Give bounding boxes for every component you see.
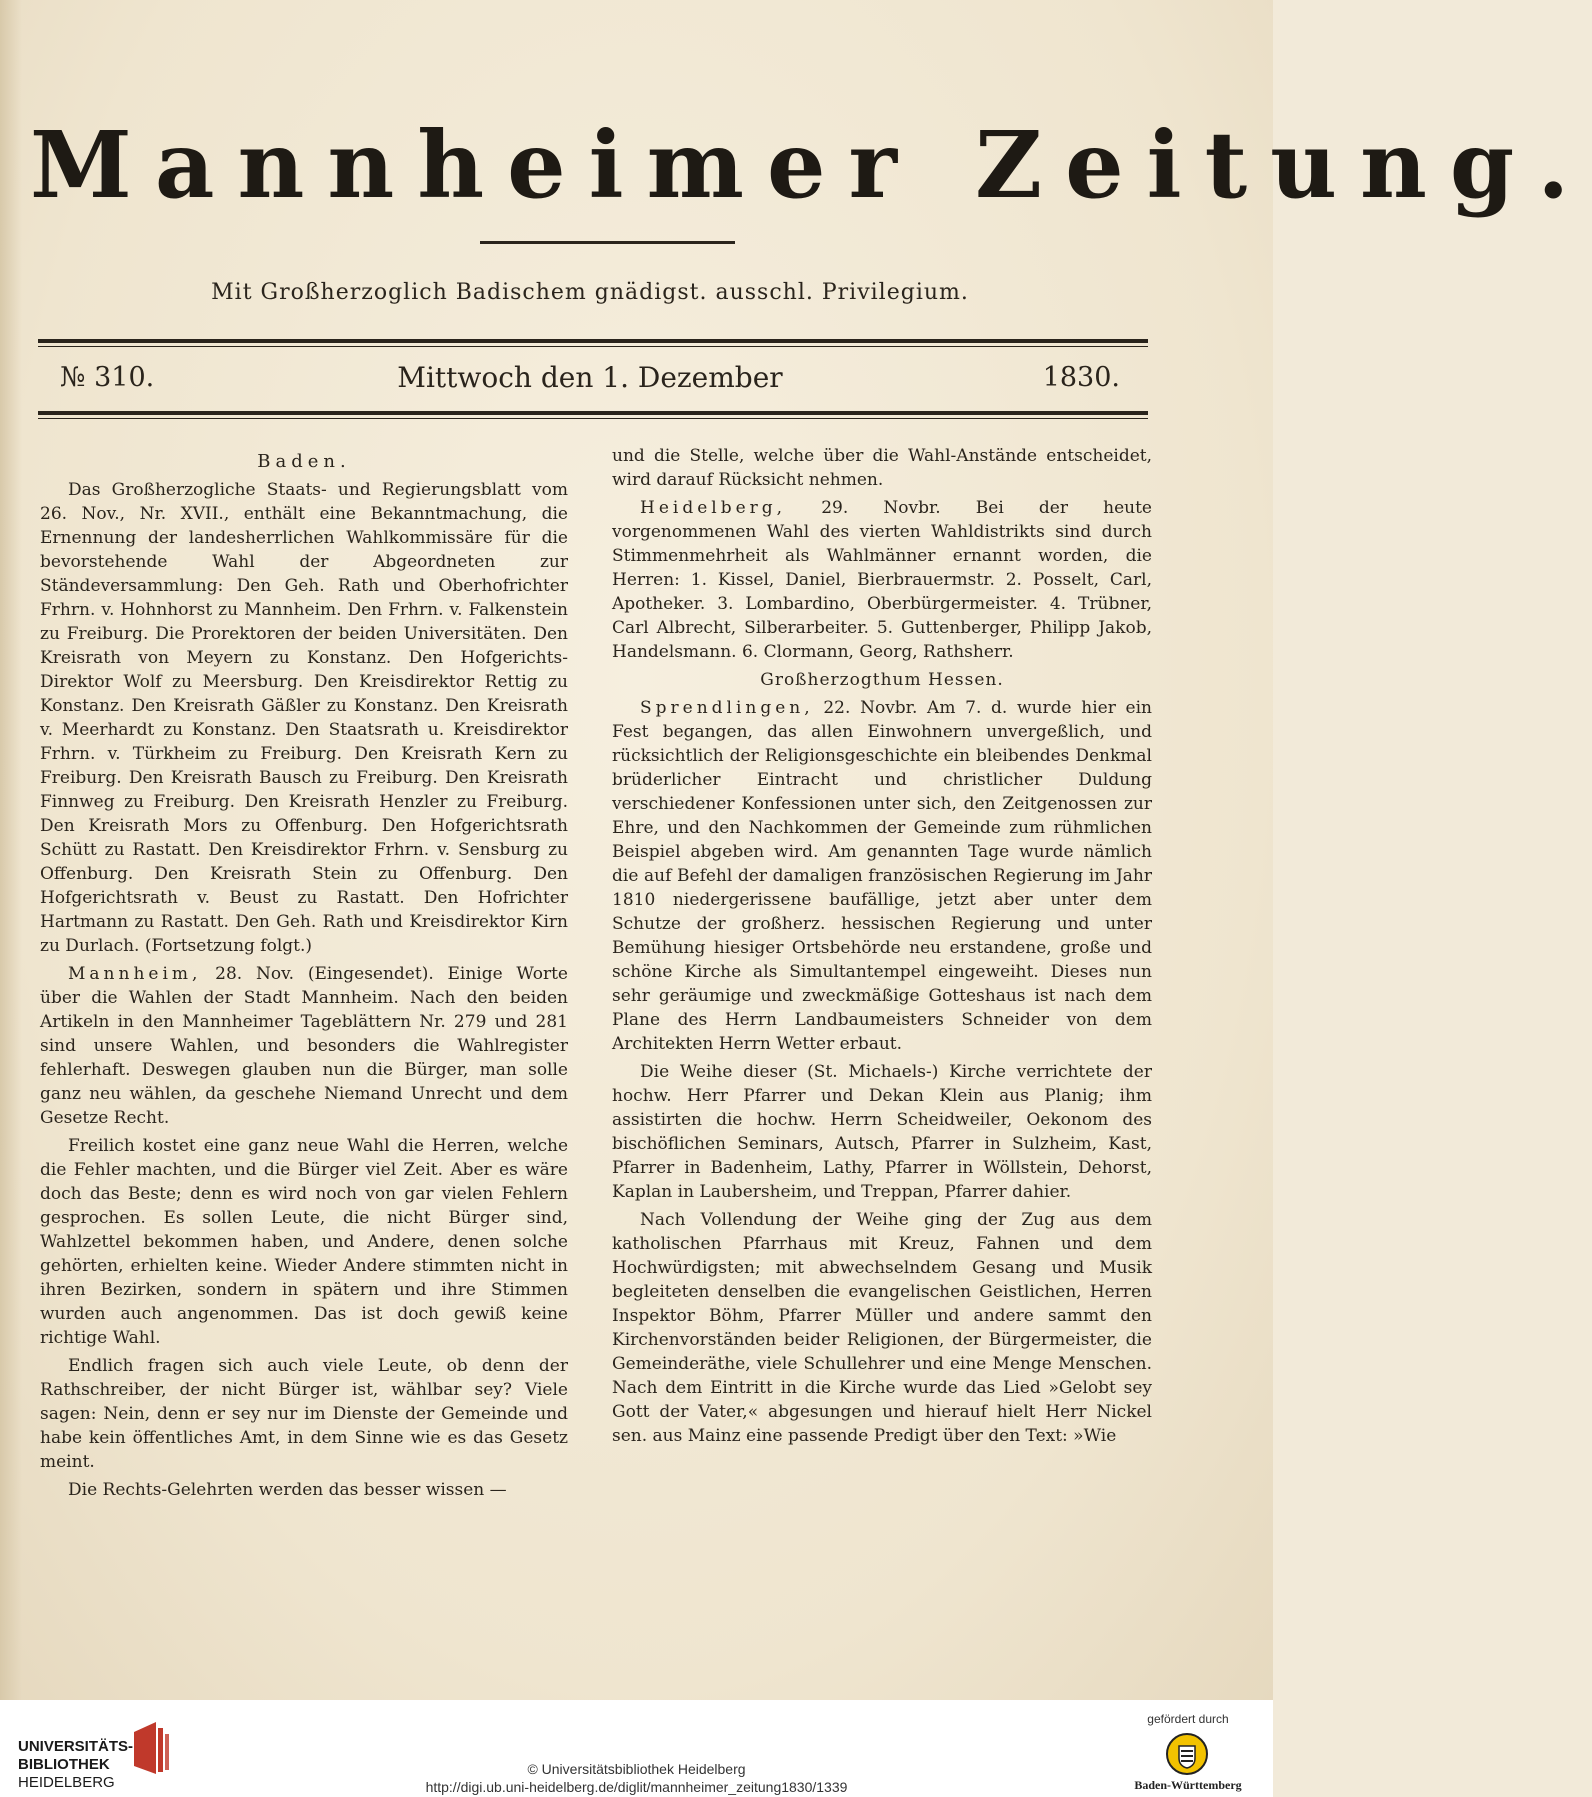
article-paragraph: Freilich kostet eine ganz neue Wahl die Herren, welche die Fehler machten, und die Bürger viel Zeit. Aber es wäre doch das Beste; denn es wird noch von gar vielen Fehlern gesprochen. Es sollen Leute, die nicht Bürger sind, Wahlzettel bekommen haben, und Andere, denen solche gehörten, erhielten keine. Wieder Andere stimmten nicht in ihren Bezirken, sondern in spätern und ihre Stimmen wurden auch angenommen. Das ist doch gewiß keine richtige Wahl.	[40, 1136, 568, 1348]
issue-rule-top	[38, 339, 1148, 343]
issue-line	[60, 355, 1120, 401]
article-paragraph	[40, 962, 568, 1130]
article-paragraph	[612, 696, 1152, 1056]
permalink[interactable]: http://digi.ub.uni-heidelberg.de/diglit/mannheimer_zeitung1830/1339	[425, 1779, 848, 1795]
masthead-rule	[480, 241, 735, 244]
article-text: 22. Novbr. Am 7. d. wurde hier ein Fest begangen, das allen Einwohnern unvergeßlich, und rücksichtlich der Religionsgeschichte ein bleibendes Denkmal brüderlicher Eintracht und christlicher Duldung verschiedener Konfessionen unter sich, den Zeitgenossen zur Ehre, und den Nachkommen der Gemeinde zum rühmlichen Beispiel abgeben wird. Am genannten Tage wurde nämlich die auf Befehl der damaligen französischen Regierung im Jahr 1810 niedergerissene baufällige, jetzt aber unter dem Schutze der großherz. hessischen Regierung und unter Bemühung hiesiger Ortsbehörde neu erstandene, große und schöne Kirche als Simultantempel eingeweiht. Dieses nun sehr geräumige und zweckmäßige Gotteshaus ist nach dem Plane des Herrn Landbaumeisters Schneider von dem Architekten Herrn Wetter erbaut.	[612, 698, 1152, 1054]
issue-year: 1830.	[1042, 362, 1120, 393]
article-paragraph: und die Stelle, welche über die Wahl-Anstände entscheidet, wird darauf Rücksicht nehmen.	[612, 446, 1152, 490]
funding-label: gefördert durch	[1147, 1712, 1229, 1726]
masthead-subtitle: Mit Großherzoglich Badischem gnädigst. ausschl. Privilegium.	[211, 280, 969, 305]
page-edge-shadow	[0, 0, 22, 1700]
article-paragraph: Die Rechts-Gelehrten werden das besser wissen —	[68, 1480, 507, 1500]
dateline-place: Sprendlingen,	[640, 698, 814, 718]
left-column	[40, 450, 568, 1530]
masthead-title: Mannheimer Zeitung.	[30, 111, 1592, 219]
issue-number: № 310.	[60, 362, 155, 393]
article-paragraph: Die Weihe dieser (St. Michaels-) Kirche verrichtete der hochw. Herr Pfarrer und Dekan Klein aus Planig; ihm assistirten die hochw. Herrn Scheidweiler, Oekonom des bischöflichen Seminars, Autsch, Pfarrer in Sulzheim, Kast, Pfarrer in Badenheim, Lathy, Pfarrer in Wöllstein, Dehorst, Kaplan in Laubersheim, und Treppan, Pfarrer dahier.	[612, 1062, 1152, 1202]
article-paragraph	[612, 496, 1152, 664]
issue-rule-top-thin	[38, 346, 1148, 347]
dateline-place: Heidelberg,	[640, 498, 787, 518]
issue-rule-bottom-thin	[38, 418, 1148, 419]
article-paragraph: Nach Vollendung der Weihe ging der Zug aus dem katholischen Pfarrhaus mit Kreuz, Fahnen und dem Hochwürdigsten; mit abwechselndem Gesang und Musik begleiteten denselben die evangelischen Geistlichen, Herren Inspektor Böhm, Pfarrer Müller und andere sammt den Kirchenvorständen beider Religionen, der Bürgermeister, die Gemeinderäthe, viele Schullehrer und eine Menge Menschen. Nach dem Eintritt in die Kirche wurde das Lied »Gelobt sey Gott der Vater,« abgesungen und hierauf hielt Herr Nickel sen. aus Mainz eine passende Predigt über den Text: »Wie	[612, 1210, 1152, 1446]
copyright-text: © Universitätsbibliothek Heidelberg	[527, 1761, 746, 1777]
article-paragraph: Endlich fragen sich auch viele Leute, ob denn der Rathschreiber, der nicht Bürger ist, wählbar sey? Viele sagen: Nein, denn er sey nur im Dienste der Gemeinde und habe kein öffentliches Amt, in dem Sinne wie es das Gesetz meint.	[40, 1356, 568, 1472]
article-text: 28. Nov. (Eingesendet). Einige Worte über die Wahlen der Stadt Mannheim. Nach den beiden Artikeln in den Mannheimer Tageblättern Nr. 279 und 281 sind unsere Wahlen, und besonders die Wahlregister fehlerhaft. Deswegen glauben nun die Bürger, man solle ganz neu wählen, da geschehe Niemand Unrecht und dem Gesetze Recht.	[40, 964, 568, 1128]
article-paragraph: Das Großherzogliche Staats- und Regierungsblatt vom 26. Nov., Nr. XVII., enthält eine Bekanntmachung, die Ernennung der landesherrlichen Wahlkommissäre für die bevorstehende Wahl der Abgeordneten zur Ständeversammlung: Den Geh. Rath und Oberhofrichter Frhrn. v. Hohnhorst zu Mannheim. Den Frhrn. v. Falkenstein zu Freiburg. Die Prorektoren der beiden Universitäten. Den Kreisrath von Meyern zu Konstanz. Den Hofgerichts-Direktor Wolf zu Meersburg. Den Kreisdirektor Rettig zu Konstanz. Den Kreisrath Gäßler zu Konstanz. Den Kreisrath v. Meerhardt zu Konstanz. Den Staatsrath u. Kreisdirektor Frhrn. v. Türkheim zu Freiburg. Den Kreisrath Kern zu Freiburg. Den Kreisrath Bausch zu Freiburg. Den Kreisrath Finnweg zu Freiburg. Den Kreisrath Henzler zu Freiburg. Den Kreisrath Mors zu Offenburg. Den Hofgerichtsrath Schütt zu Rastatt. Den Kreisdirektor Frhrn. v. Sensburg zu Offenburg. Den Kreisrath Stein zu Offenburg. Den Hofgerichtsrath v. Beust zu Rastatt. Den Hofrichter Hartmann zu Rastatt. Den Geh. Rath und Kreisdirektor Kirn zu Durlach. (Fortsetzung folgt.)	[40, 480, 568, 956]
section-heading-baden: Baden.	[257, 451, 351, 472]
library-name: UNIVERSITÄTS- BIBLIOTHEK HEIDELBERG	[18, 1738, 134, 1791]
issue-date: Mittwoch den 1. Dezember	[397, 361, 783, 394]
right-column	[612, 444, 1152, 1524]
dateline-place: Mannheim,	[68, 964, 202, 984]
digitization-footer	[0, 1700, 1273, 1797]
section-heading-hessen: Großherzogthum Hessen.	[760, 670, 1004, 690]
issue-rule-bottom	[38, 411, 1148, 415]
article-text: 29. Novbr. Bei der heute vorgenommenen Wahl des vierten Wahldistrikts sind durch Stimmenmehrheit als Wahlmänner ernannt worden, die Herren: 1. Kissel, Daniel, Bierbrauermstr. 2. Posselt, Carl, Apotheker. 3. Lombardino, Oberbürgermeister. 4. Trübner, Carl Albrecht, Silberarbeiter. 5. Guttenberger, Philipp Jakob, Handelsmann. 6. Clormann, Georg, Rathsherr.	[612, 498, 1152, 662]
copyright-notice	[0, 1760, 1273, 1796]
coat-of-arms-icon	[1165, 1732, 1209, 1776]
funder-name: Baden-Württemberg	[1134, 1778, 1242, 1792]
